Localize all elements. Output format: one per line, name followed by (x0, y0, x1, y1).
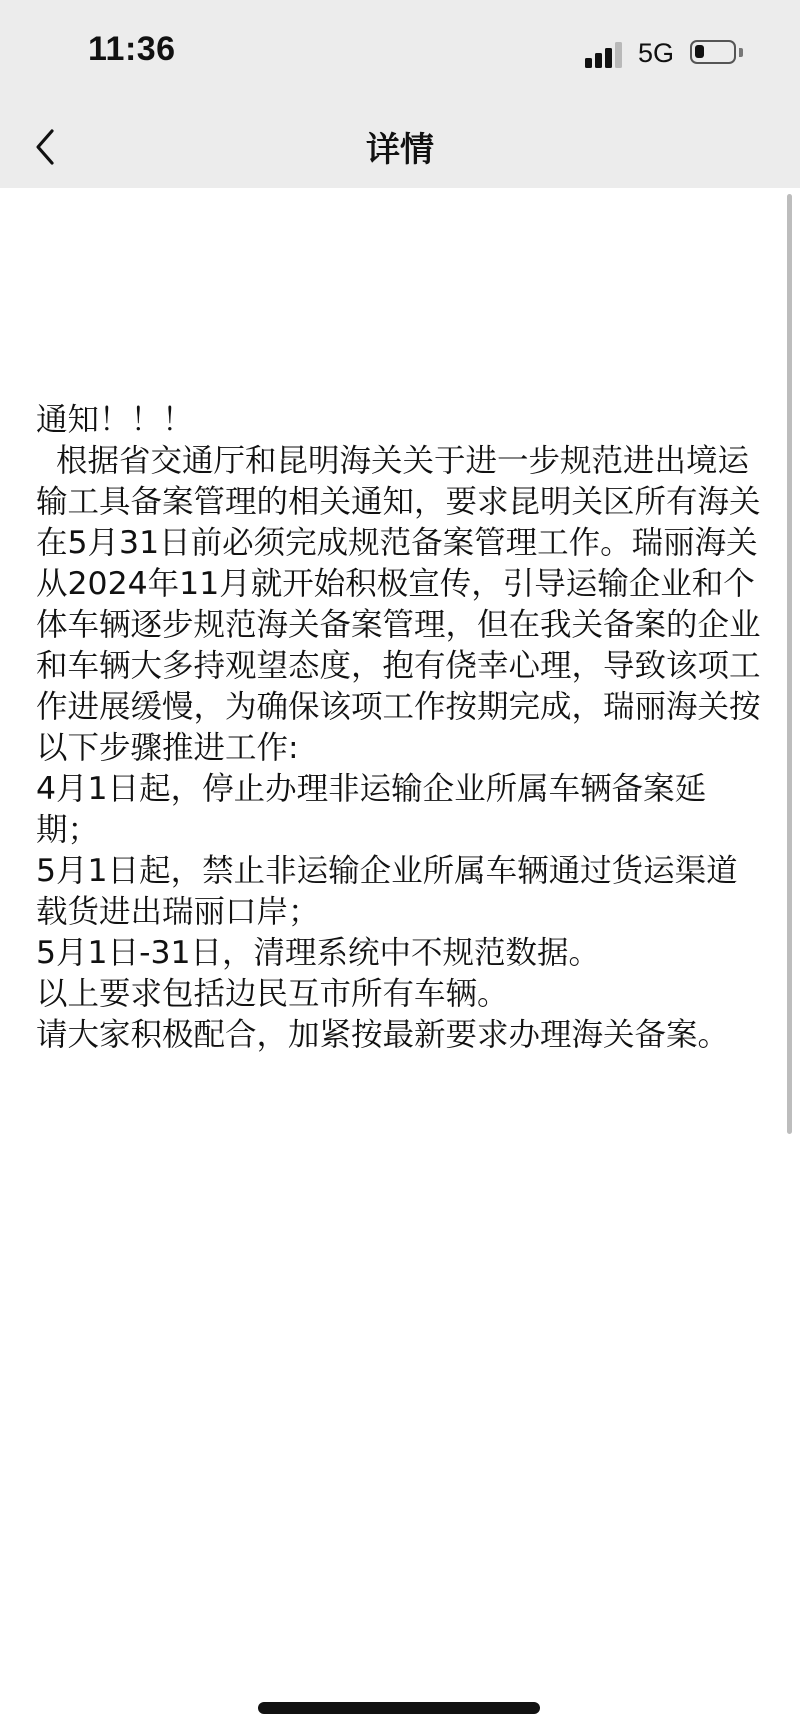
home-indicator[interactable] (258, 1702, 540, 1714)
page-title: 详情 (366, 130, 434, 170)
battery-tip (739, 48, 743, 57)
nav-bar (0, 110, 800, 188)
status-bar (0, 0, 800, 110)
notice-text: 通知！！！ 根据省交通厅和昆明海关关于进一步规范进出境运输工具备案管理的相关通知，要求昆明关区所有海关在5月31日前必须完成规范备案管理工作。瑞丽海关从2024年11月就开始积极宣传，引导运输企业和个体车辆逐步规范海关备案管理，但在我关备案的企业和车辆大多持观望态度，抱有侥幸心理，导致该项工作进展缓慢，为确保该项工作按期完成，瑞丽海关按以下步骤推进工作: 4月1日起，停止办理非运输企业所属车辆备案延期； 5月1日起，禁止非运输企业所属车辆通过货运渠道载货进出瑞丽口岸； 5月1日-31日，清理系统中不规范数据。 以上要求包括边民互市所有车辆。 请大家积极配合，加紧按最新要求办理海关备案。 (36, 402, 761, 1053)
battery-icon (690, 40, 736, 64)
signal-icon (585, 40, 625, 68)
scrollbar[interactable] (787, 194, 792, 1134)
network-type: 5G (638, 38, 675, 68)
status-time: 11:36 (88, 30, 176, 68)
battery-level-fill (695, 45, 704, 58)
content-area[interactable] (0, 188, 800, 1732)
